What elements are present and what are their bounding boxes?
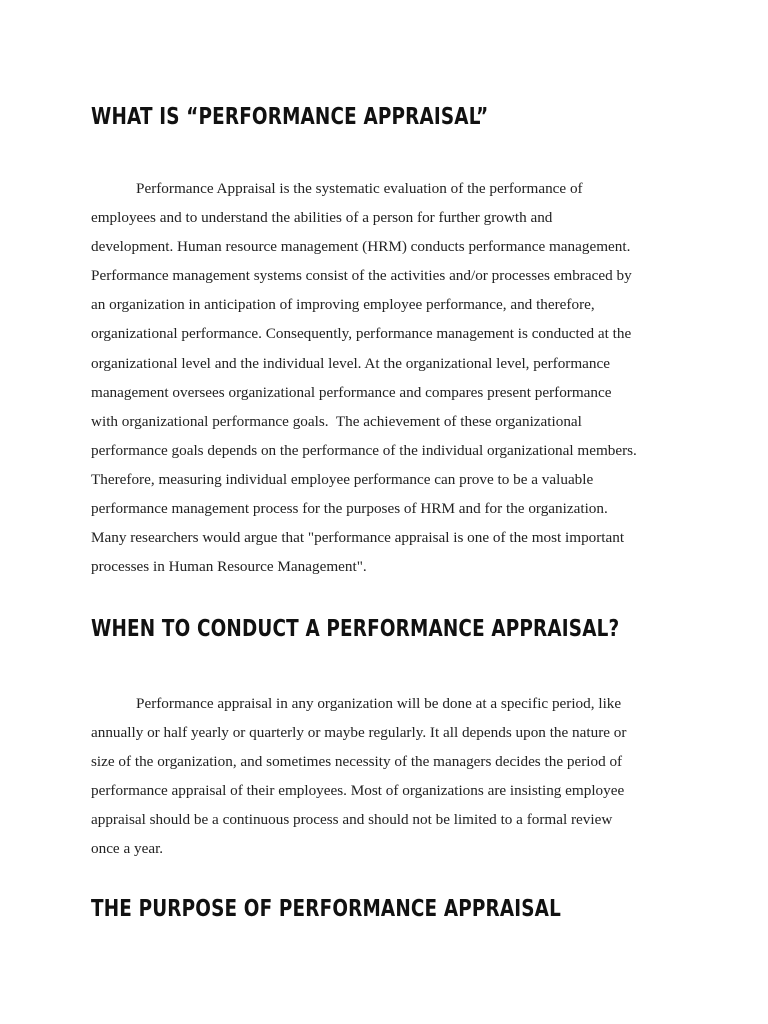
paragraph-what-is bbox=[91, 174, 691, 581]
paragraph-line: once a year. bbox=[91, 840, 164, 858]
paragraph-line: size of the organization, and sometimes necessity of the managers decides the period of bbox=[91, 753, 623, 771]
paragraph-line: performance appraisal of their employees. Most of organizations are insisting employee bbox=[91, 782, 625, 800]
paragraph-line: employees and to understand the abilities of a person for further growth and bbox=[91, 209, 553, 227]
paragraph-line: performance management process for the purposes of HRM and for the organization. bbox=[91, 500, 608, 518]
paragraph-line: appraisal should be a continuous process and should not be limited to a formal review bbox=[91, 811, 613, 829]
section-heading-what-is: WHAT IS “PERFORMANCE APPRAISAL” bbox=[91, 104, 489, 130]
paragraph-when-to-conduct bbox=[91, 689, 691, 864]
paragraph-line: organizational performance. Consequently, performance management is conducted at the bbox=[91, 325, 632, 343]
paragraph-line: organizational level and the individual level. At the organizational level, performance bbox=[91, 354, 610, 372]
paragraph-line: Performance Appraisal is the systematic evaluation of the performance of bbox=[136, 180, 583, 197]
paragraph-line: management oversees organizational performance and compares present performance bbox=[91, 383, 612, 401]
section-heading-purpose: THE PURPOSE OF PERFORMANCE APPRAISAL bbox=[91, 896, 561, 922]
paragraph-line: annually or half yearly or quarterly or maybe regularly. It all depends upon the nature or bbox=[91, 724, 627, 742]
paragraph-line: development. Human resource management (HRM) conducts performance management. bbox=[91, 238, 631, 256]
paragraph-line: Performance management systems consist of the activities and/or processes embraced by bbox=[91, 267, 632, 285]
paragraph-line: Performance appraisal in any organization will be done at a specific period, like bbox=[136, 695, 622, 712]
paragraph-line: performance goals depends on the performance of the individual organizational members. bbox=[91, 441, 637, 459]
section-heading-when-to-conduct: WHEN TO CONDUCT A PERFORMANCE APPRAISAL? bbox=[91, 616, 620, 642]
paragraph-line: processes in Human Resource Management". bbox=[91, 558, 367, 576]
paragraph-line: with organizational performance goals. The achievement of these organizational bbox=[91, 412, 582, 430]
paragraph-line: Therefore, measuring individual employee performance can prove to be a valuable bbox=[91, 470, 594, 488]
paragraph-line: Many researchers would argue that "performance appraisal is one of the most important bbox=[91, 529, 625, 547]
paragraph-line: an organization in anticipation of improving employee performance, and therefore, bbox=[91, 296, 595, 314]
